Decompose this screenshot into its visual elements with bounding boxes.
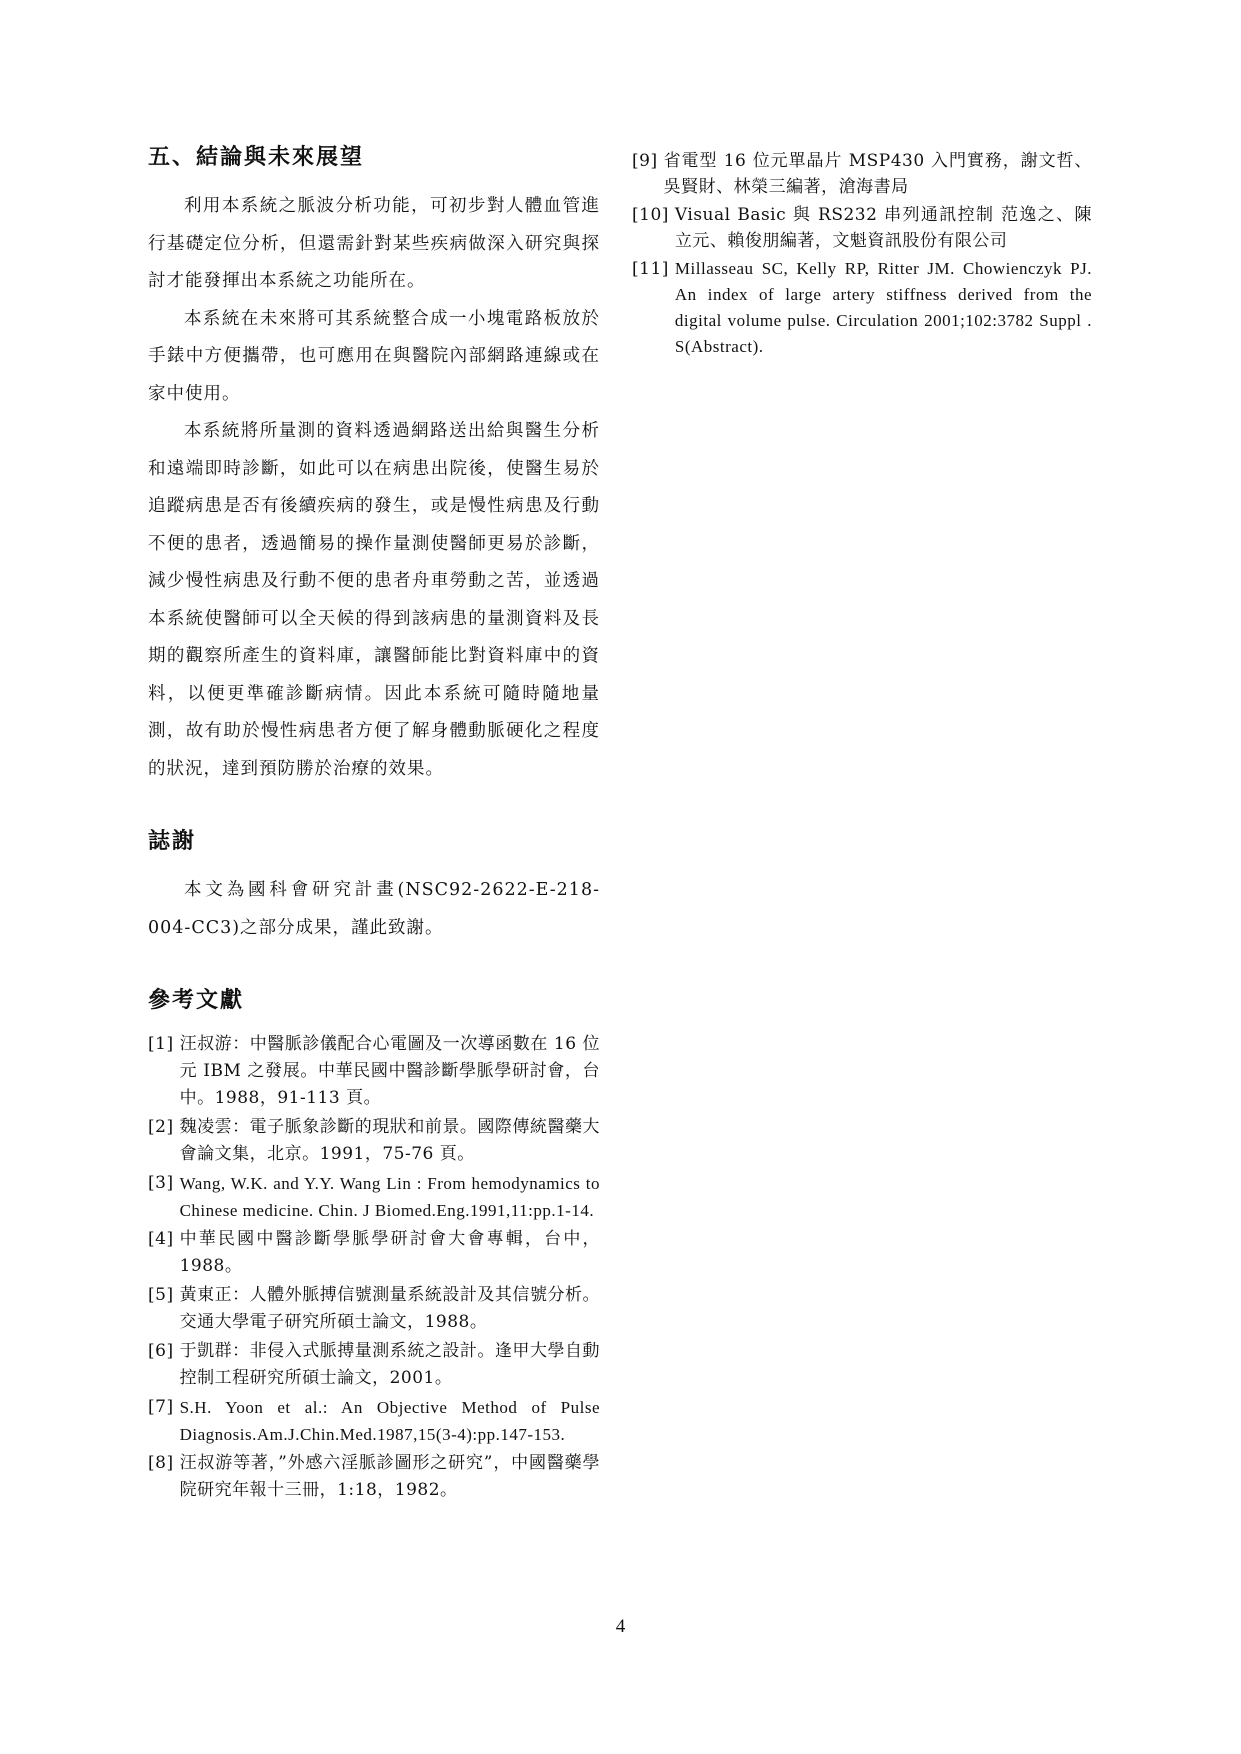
reference-text: 汪叔游等著，”外感六淫脈診圖形之研究”，中國醫藥學院研究年報十三冊，1:18，1982。 (179, 1453, 600, 1500)
right-column (632, 148, 1092, 362)
reference-number: [11] (632, 259, 669, 279)
reference-text: 省電型 16 位元單晶片 MSP430 入門實務，謝文哲、吳賢財、林榮三編著，滄海書局 (663, 151, 1092, 197)
reference-item (148, 1282, 600, 1336)
reference-number: [8] (148, 1453, 174, 1473)
acknowledgement-text: 本文為國科會研究計畫(NSC92-2622-E-218-004-CC3)之部分成果，謹此致謝。 (148, 880, 600, 938)
references-heading: 參考文獻 (148, 987, 245, 1013)
conclusion-paragraph-2: 本系統在未來將可其系統整合成一小塊電路板放於手錶中方便攜帶，也可應用在與醫院內部網路連線或在家中使用。 (148, 308, 600, 404)
conclusion-paragraph-3: 本系統將所量測的資料透過網路送出給與醫生分析和遠端即時診斷，如此可以在病患出院後，使醫生易於追蹤病患是否有後續疾病的發生，或是慢性病患及行動不便的患者，透過簡易的操作量測使醫師更易於診斷，減少慢性病患及行動不便的患者舟車勞動之苦，並透過本系統使醫師可以全天候的得到該病患的量測資料及長期的觀察所產生的資料庫，讓醫師能比對資料庫中的資料，以便更準確診斷病情。因此本系統可隨時隨地量測，故有助於慢性病患者方便了解身體動脈硬化之程度的狀況，達到預防勝於治療的效果。 (148, 421, 600, 779)
reference-text: Millasseau SC, Kelly RP, Ritter JM. Chowienczyk PJ. An index of large artery stiffness derived from the digital volume pulse. Circulation 2001;102:3782 Suppl . S(Abstract). (674, 259, 1092, 356)
reference-text: 魏凌雲：電子脈象診斷的現狀和前景。國際傳統醫藥大會論文集，北京。1991，75-76 頁。 (179, 1117, 600, 1164)
conclusion-paragraph-1: 利用本系統之脈波分析功能，可初步對人體血管進行基礎定位分析，但還需針對某些疾病做深入研究與探討才能發揮出本系統之功能所在。 (148, 196, 600, 291)
reference-text: Wang, W.K. and Y.Y. Wang Lin : From hemodynamics to Chinese medicine. Chin. J Biomed.Eng.1991,11:pp.1-14. (179, 1174, 600, 1220)
reference-text: 于凱群：非侵入式脈搏量測系統之設計。逢甲大學自動控制工程研究所碩士論文，2001。 (179, 1341, 600, 1388)
reference-item (148, 1114, 600, 1168)
reference-text: S.H. Yoon et al.: An Objective Method of Pulse Diagnosis.Am.J.Chin.Med.1987,15(3-4):pp.147-153. (179, 1398, 600, 1444)
reference-number: [2] (148, 1117, 174, 1137)
conclusion-heading: 五、結論與未來展望 (148, 144, 365, 170)
reference-item (148, 1031, 600, 1112)
reference-number: [4] (148, 1229, 174, 1249)
reference-number: [3] (148, 1173, 174, 1193)
reference-text: Visual Basic 與 RS232 串列通訊控制 范逸之、陳立元、賴俊朋編著，文魁資訊股份有限公司 (674, 205, 1092, 251)
reference-list (148, 1031, 600, 1504)
reference-item (148, 1226, 600, 1280)
reference-item (148, 1338, 600, 1392)
reference-item (632, 202, 1092, 254)
reference-number: [10] (632, 205, 669, 225)
reference-item (148, 1450, 600, 1504)
reference-text: 中華民國中醫診斷學脈學研討會大會專輯，台中，1988。 (179, 1229, 600, 1276)
reference-text: 汪叔游：中醫脈診儀配合心電圖及一次導函數在 16 位元 IBM 之發展。中華民國中醫診斷學脈學研討會，台中。1988，91-113 頁。 (179, 1034, 600, 1108)
acknowledgement-heading: 誌謝 (148, 828, 197, 854)
reference-list-continued (632, 148, 1092, 360)
reference-item (148, 1170, 600, 1224)
reference-text: 黃東正：人體外脈搏信號測量系統設計及其信號分析。交通大學電子研究所碩士論文，1988。 (179, 1285, 600, 1332)
reference-number: [7] (148, 1397, 174, 1417)
reference-number: [6] (148, 1341, 174, 1361)
reference-number: [9] (632, 151, 658, 171)
page-number: 4 (615, 1616, 626, 1637)
reference-number: [5] (148, 1285, 174, 1305)
reference-item (632, 148, 1092, 200)
reference-item (148, 1394, 600, 1448)
reference-number: [1] (148, 1034, 174, 1054)
reference-item (632, 256, 1092, 360)
left-column (148, 140, 600, 1506)
